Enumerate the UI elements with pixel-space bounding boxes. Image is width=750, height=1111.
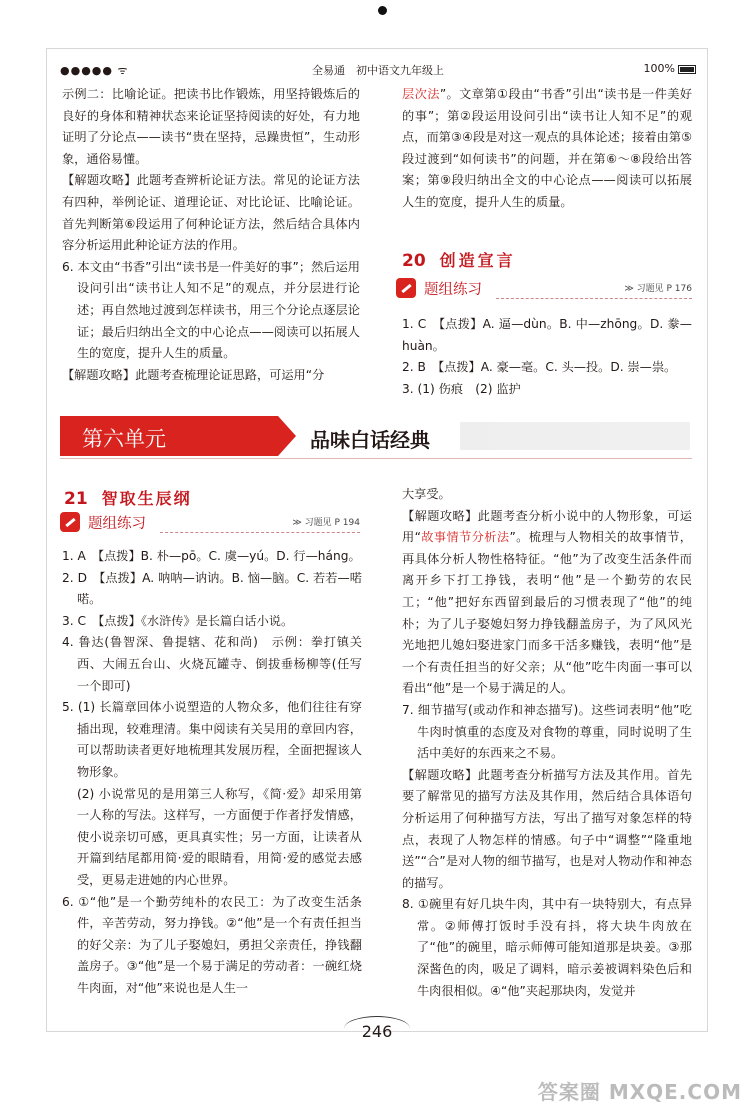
battery-icon <box>678 65 696 74</box>
answer-item: 2. B 【点拨】A. 豪—毫。C. 头—投。D. 崇—祟。 <box>402 360 677 375</box>
exercise-bar <box>60 512 360 534</box>
battery-percent: 100% <box>643 62 675 75</box>
section-number: 21 <box>64 489 88 509</box>
answer-item: 3. C 【点拨】《水浒传》是长篇白话小说。 <box>62 613 294 628</box>
answer-item: 6. 本文由“书香”引出“读书是一件美好的事”；然后运用设问引出“读书让人知不足”的观点，并分层进行论述；再自然地过渡到怎样读书，用三个分论点逐层论证；最后归纳出全文的中心论点——阅读可以拓展人生的宽度，提升人生的质量。 <box>62 259 360 361</box>
bar-label: 题组练习 <box>424 282 482 298</box>
paragraph: 大享受。 <box>402 487 451 501</box>
answer-item: 5. (1) 长篇章回体小说塑造的人物众多，他们往往有穿插出现，较难理清。集中阅读有关吴用的章回内容，可以帮助读者更好地梳理其发展历程，全面把握该人物形象。 <box>62 700 362 779</box>
answer-item: 6. ①“他”是一个勤劳纯朴的农民工：为了改变生活条件，辛苦劳动，努力挣钱。②“他”是一个有责任担当的好父亲：为了儿子娶媳妇，勇担父亲责任，挣钱翻盖房子。③“他”是一个易于满足的劳动者：一碗红烧牛肉面，对“他”来说也是人生一 <box>62 894 362 995</box>
answer-item: 7. 细节描写(或动作和神态描写)。这些词表明“他”吃牛肉时慎重的态度及对食物的尊重，同时说明了生活中美好的东西来之不易。 <box>402 702 692 761</box>
page-number-arc <box>344 1016 410 1041</box>
answer-item: 1. C 【点拨】A. 逼—dùn。B. 中—zhōng。D. 豢—huàn。 <box>402 317 692 353</box>
banner-underline <box>60 458 692 459</box>
section-heading-21 <box>64 486 192 509</box>
answer-item: (2) 小说常见的是用第三人称写，《简·爱》却采用第一人称的写法。这样写，一方面便于作者抒发情感，使小说亲切可感，更具真实性；另一方面，让读者从开篇到结尾都用简·爱的眼睛看，用简·爱的感觉去感受，更易走进她的内心世界。 <box>77 786 362 887</box>
answer-item: 3. (1) 伤痕 (2) 监护 <box>402 381 521 396</box>
running-header: 全易通 初中语文九年级上 <box>312 64 444 77</box>
answer-item: 8. ①碗里有好几块牛肉，其中有一块特别大，有点异常。②师傅打饭时手没有抖，将大块牛肉放在了“他”的碗里，暗示师傅可能知道那是块姜。③那深酱色的肉，吸足了调料，暗示姜被调料染色后和牛肉很相似。④“他”夹起那块肉，发觉并 <box>402 897 692 998</box>
page-number <box>344 1022 410 1041</box>
answers-20 <box>402 314 692 400</box>
pencil-icon <box>396 278 416 298</box>
camera-dot <box>378 6 387 15</box>
watermark: 答案圈 MXQE.COM <box>537 1080 742 1104</box>
unit-title: 品味白话经典 <box>310 428 430 452</box>
bar-label: 题组练习 <box>88 516 146 532</box>
answers-21 <box>62 546 362 999</box>
unit-banner <box>60 414 692 460</box>
page-reference: ≫ 习题见 P 194 <box>292 518 360 528</box>
section-number: 20 <box>402 251 426 271</box>
unit-tag <box>60 416 278 456</box>
pencil-icon <box>60 512 80 532</box>
signal-icon: ●●●●● ᯤ <box>60 64 129 77</box>
banner-decoration <box>460 422 690 450</box>
paragraph: 示例二：比喻论证。把读书比作锻炼，用坚持锻炼后的良好的身体和精神状态来论证坚持阅读的好处，有力地证明了分论点——读书“贵在坚持，忌躁贵恒”，生动形象，通俗易懂。 <box>62 87 360 166</box>
bottom-right-column <box>402 484 692 1002</box>
paragraph <box>62 365 360 387</box>
exercise-bar <box>396 278 692 300</box>
paragraph-text: ”。文章第①段由“书香”引出“读书是一件美好的事”；第②段运用设问引出“读书让人知不足”的观点，而第③④段是对这一观点的具体论述；接着由第⑤段过渡到“如何读书”的问题，并在第⑥～⑧段给出答案；第⑨段归纳出全文的中心论点——阅读可以拓展人生的宽度，提升人生的质量。 <box>402 87 693 209</box>
unit-tag-text: 第六单元 <box>82 427 166 451</box>
tips-text: 【解题攻略】此题考查分析小说中的人物形象，可运用“ <box>402 508 692 545</box>
page-reference: ≫ 习题见 P 176 <box>624 284 692 294</box>
section-title: 智取生辰纲 <box>101 489 192 508</box>
tips-text: ”。梳理与人物相关的故事情节，再具体分析人物性格特征。“他”为了改变生活条件而离开乡下打工挣钱，表明“他”是一个勤劳的农民工；“他”把好东西留到最后的习惯表现了“他”的纯朴；为了儿子娶媳妇努力挣钱翻盖房子，为了风风光光地把儿媳妇娶进家门而多干活多赚钱，表明“他”是一个有责任担当的好父亲；从“他”吃牛肉面一事可以看出“他”是一个易于满足的人。 <box>402 530 692 696</box>
top-right-column <box>402 84 692 214</box>
paragraph <box>402 506 692 700</box>
paragraph: 【解题攻略】此题考查辨析论证方法。常见的论证方法有四种，举例论证、道理论证、对比论证、比喻论证。首先判断第⑥段运用了何种论证方法，然后结合具体内容分析运用此种论证方法的作用。 <box>62 173 360 253</box>
tips-text: 【解题攻略】此题考查梳理论证思路，可运用“分 <box>62 367 325 382</box>
section-heading-20 <box>402 248 516 271</box>
divider <box>496 298 692 299</box>
answer-item: 4. 鲁达(鲁智深、鲁提辖、花和尚) 示例：拳打镇关西、大闹五台山、火烧瓦罐寺、倒拔垂杨柳等(任写一个即可) <box>62 635 362 693</box>
section-title: 创造宣言 <box>439 251 516 270</box>
paragraph: 【解题攻略】此题考查分析描写方法及其作用。首先要了解常见的描写方法及其作用，然后结合具体语句分析运用了何种描写方法，写出了描写对象怎样的特点，表现了人物怎样的情感。句子中“调整”“隆重地送”“合”是对人物的细节描写，也是对人物动作和神态的描写。 <box>402 767 692 890</box>
divider <box>160 532 360 533</box>
page-number-text: 246 <box>361 1022 393 1041</box>
paragraph <box>402 84 692 214</box>
top-left-column <box>62 84 360 386</box>
status-bar <box>60 62 696 78</box>
method-name: 故事情节分析法 <box>420 530 510 545</box>
answer-item: 2. D 【点拨】A. 呐呐—讷讷。B. 恼—脑。C. 若若—喏喏。 <box>62 570 362 607</box>
answer-item: 1. A 【点拨】B. 朴—pō。C. 虞—yú。D. 行—háng。 <box>62 549 361 563</box>
battery-indicator <box>644 62 696 75</box>
method-name: 层次法 <box>402 87 440 101</box>
